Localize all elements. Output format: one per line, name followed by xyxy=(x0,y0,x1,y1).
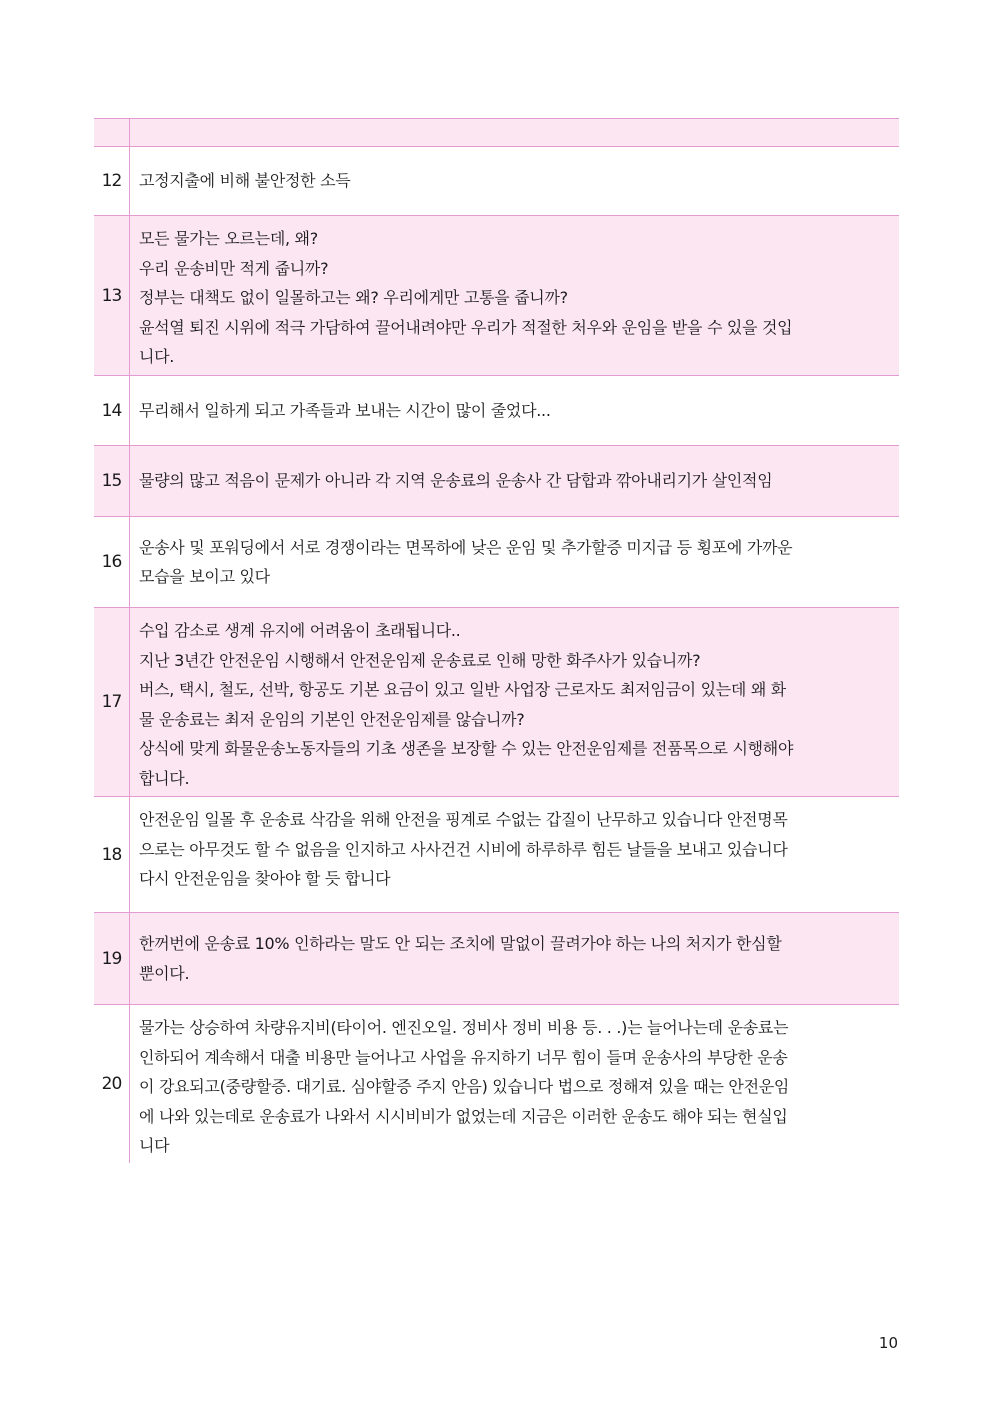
text-line: 모습을 보이고 있다 xyxy=(139,567,270,586)
table-row xyxy=(94,216,899,376)
table-row xyxy=(94,797,899,913)
text-line: 상식에 맞게 화물운송노동자들의 기초 생존을 보장할 수 있는 안전운임제를 전품목으로 시행해야 xyxy=(139,739,794,758)
row-number: 14 xyxy=(94,376,130,445)
row-text xyxy=(130,913,899,1004)
text-line: 니다 xyxy=(139,1136,170,1155)
row-number: 17 xyxy=(94,608,130,796)
text-line: 정부는 대책도 없이 일몰하고는 왜? 우리에게만 고통을 줍니까? xyxy=(139,288,568,307)
text-line: 모든 물가는 오르는데, 왜? xyxy=(139,229,318,248)
row-text xyxy=(130,119,899,146)
table-row xyxy=(94,446,899,517)
row-text xyxy=(130,608,899,796)
text-line: 이 강요되고(중량할증. 대기료. 심야할증 주지 안음) 있습니다 법으로 정해져 있을 때는 안전운임 xyxy=(139,1077,790,1096)
text-line: 으로는 아무것도 할 수 없음을 인지하고 사사건건 시비에 하루하루 힘든 날들을 보내고 있습니다 xyxy=(139,839,788,859)
row-text xyxy=(130,797,899,912)
text-line: 고정지출에 비해 불안정한 소득 xyxy=(139,171,351,191)
row-number: 20 xyxy=(94,1005,130,1163)
row-text xyxy=(130,517,899,607)
text-line: 다시 안전운임을 찾아야 할 듯 합니다 xyxy=(139,869,391,888)
text-line: 수입 감소로 생계 유지에 어려움이 초래됩니다.. xyxy=(139,621,461,640)
text-line: 운송사 및 포워딩에서 서로 경쟁이라는 면목하에 낮은 운임 및 추가할증 미지급 등 횡포에 가까운 xyxy=(139,537,793,557)
row-number: 12 xyxy=(94,147,130,215)
table-row xyxy=(94,376,899,446)
table-row xyxy=(94,118,899,147)
page-number: 10 xyxy=(878,1334,898,1352)
survey-response-table xyxy=(94,118,899,1163)
row-text xyxy=(130,147,899,215)
text-line: 안전운임 일몰 후 운송료 삭감을 위해 안전을 핑계로 수없는 갑질이 난무하고 있습니다 안전명목 xyxy=(139,810,788,829)
text-line: 윤석열 퇴진 시위에 적극 가담하여 끌어내려야만 우리가 적절한 처우와 운임을 받을 수 있을 것입 xyxy=(139,317,793,337)
row-number xyxy=(94,119,130,146)
table-row xyxy=(94,913,899,1005)
text-line: 물량의 많고 적음이 문제가 아니라 각 지역 운송료의 운송사 간 담합과 깎아내리기가 살인적임 xyxy=(139,471,773,491)
table-row xyxy=(94,1005,899,1163)
text-line: 물가는 상승하여 차량유지비(타이어. 엔진오일. 정비사 정비 비용 등. . .)는 늘어나는데 운송료는 xyxy=(139,1018,789,1037)
row-number: 16 xyxy=(94,517,130,607)
text-line: 물 운송료는 최저 운임의 기본인 안전운임제를 않습니까? xyxy=(139,709,525,729)
text-line: 우리 운송비만 적게 줍니까? xyxy=(139,258,329,278)
row-number: 18 xyxy=(94,797,130,912)
row-text xyxy=(130,216,899,375)
text-line: 니다. xyxy=(139,347,175,366)
text-line: 합니다. xyxy=(139,768,190,788)
row-number: 13 xyxy=(94,216,130,375)
text-line: 한꺼번에 운송료 10% 인하라는 말도 안 되는 조치에 말없이 끌려가야 하는 나의 처지가 한심할 xyxy=(139,934,782,953)
table-row xyxy=(94,517,899,608)
text-line: 지난 3년간 안전운임 시행해서 안전운임제 운송료로 인해 망한 화주사가 있습니까? xyxy=(139,650,701,670)
row-number: 19 xyxy=(94,913,130,1004)
text-line: 인하되어 계속해서 대출 비용만 늘어나고 사업을 유지하기 너무 힘이 들며 운송사의 부당한 운송 xyxy=(139,1047,788,1067)
row-text xyxy=(130,446,899,516)
text-line: 뿐이다. xyxy=(139,963,190,983)
row-number: 15 xyxy=(94,446,130,516)
row-text xyxy=(130,1005,899,1163)
text-line: 무리해서 일하게 되고 가족들과 보내는 시간이 많이 줄었다... xyxy=(139,400,551,420)
text-line: 버스, 택시, 철도, 선박, 항공도 기본 요금이 있고 일반 사업장 근로자도 최저임금이 있는데 왜 화 xyxy=(139,680,786,699)
table-row xyxy=(94,608,899,797)
text-line: 에 나와 있는데로 운송료가 나와서 시시비비가 없었는데 지금은 이러한 운송도 해야 되는 현실입 xyxy=(139,1106,788,1126)
table-row xyxy=(94,147,899,216)
row-text xyxy=(130,376,899,445)
